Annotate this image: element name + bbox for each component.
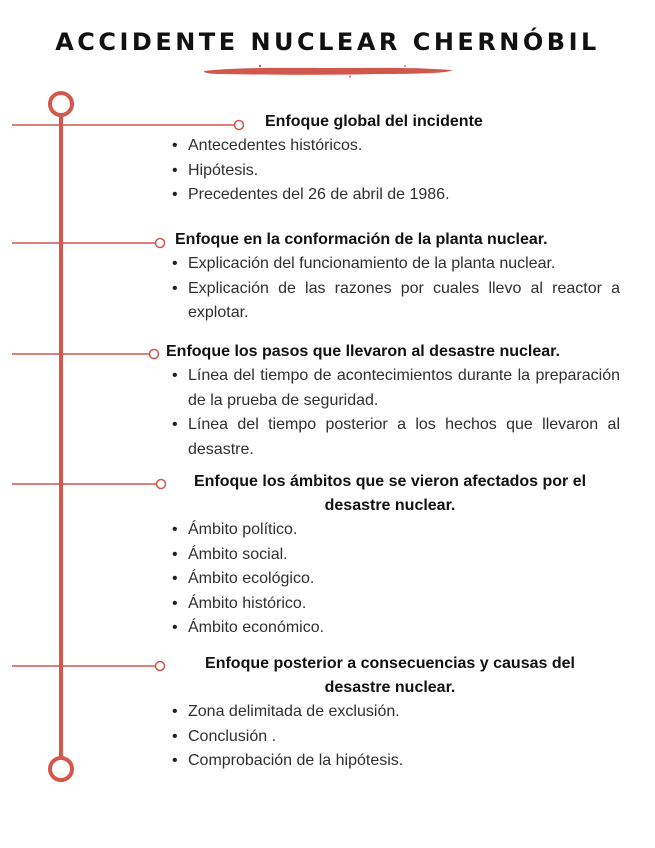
timeline-end-circle	[50, 758, 72, 780]
timeline-branch-2	[12, 239, 165, 248]
timeline-section-1	[150, 110, 620, 208]
list-item: • Ámbito ecológico.	[150, 567, 620, 592]
list-item: • Explicación de las razones por cuales llevo al reactor a explotar.	[150, 277, 620, 326]
section-heading: Enfoque los pasos que llevaron al desastre nuclear.	[166, 343, 560, 360]
timeline-branch-3	[12, 350, 159, 359]
timeline-section-2	[150, 228, 620, 326]
list-item: • Línea del tiempo de acontecimientos durante la preparación de la prueba de seguridad.	[150, 364, 620, 413]
page-title: ACCIDENTE NUCLEAR CHERNÓBIL	[55, 28, 600, 56]
section-heading: Enfoque en la conformación de la planta nuclear.	[175, 231, 548, 248]
list-item: • Ámbito económico.	[150, 616, 620, 641]
section-item-list	[150, 700, 610, 774]
timeline-section-4	[160, 470, 620, 641]
timeline-start-circle	[50, 93, 72, 115]
list-item: • Conclusión .	[150, 725, 610, 750]
section-item-list	[150, 364, 620, 462]
timeline-section-5	[170, 652, 610, 774]
list-item: • Precedentes del 26 de abril de 1986.	[150, 183, 620, 208]
list-item: • Antecedentes históricos.	[150, 134, 620, 159]
list-item: • Zona delimitada de exclusión.	[150, 700, 610, 725]
list-item: • Comprobación de la hipótesis.	[150, 749, 610, 774]
section-heading: Enfoque posterior a consecuencias y causas del desastre nuclear.	[205, 655, 575, 696]
list-item: • Línea del tiempo posterior a los hechos que llevaron al desastre.	[150, 413, 620, 462]
list-item: • Hipótesis.	[150, 159, 620, 184]
timeline-branch-4	[12, 480, 166, 489]
list-item: • Ámbito histórico.	[150, 592, 620, 617]
section-heading: Enfoque los ámbitos que se vieron afectados por el desastre nuclear.	[193, 473, 587, 514]
section-item-list	[150, 252, 620, 326]
list-item: • Ámbito político.	[150, 518, 620, 543]
timeline-section-3	[150, 340, 620, 462]
section-item-list	[150, 134, 620, 208]
list-item: • Explicación del funcionamiento de la planta nuclear.	[150, 252, 620, 277]
section-heading: Enfoque global del incidente	[265, 113, 483, 130]
section-item-list	[150, 518, 620, 641]
list-item: • Ámbito social.	[150, 543, 620, 568]
timeline-branch-5	[12, 662, 165, 671]
